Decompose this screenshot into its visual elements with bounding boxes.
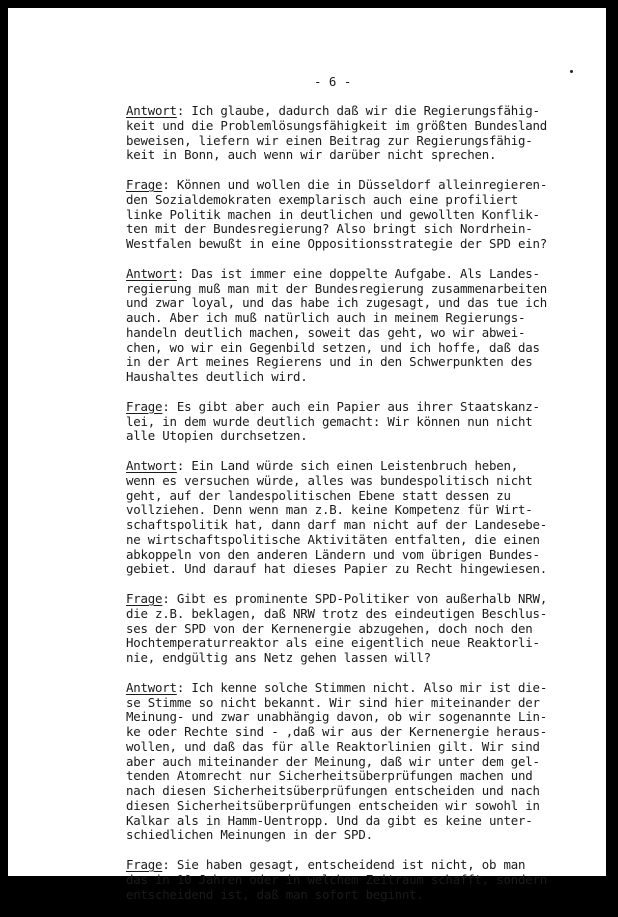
text-line: vollziehen. Denn wenn man z.B. keine Kompetenz für Wirt- bbox=[126, 502, 533, 518]
text-line: Hochtemperaturreaktor als eine eigentlich neue Reaktorli- bbox=[126, 635, 540, 651]
speaker-label: Antwort bbox=[126, 679, 177, 695]
text-line: keit in Bonn, auch wenn wir darüber nicht sprechen. bbox=[126, 147, 497, 163]
margin-mark bbox=[570, 70, 573, 73]
text-line: alle Utopien durchsetzen. bbox=[126, 428, 308, 444]
text-line: Meinung- und zwar unabhängig davon, ob wir sogenannte Lin- bbox=[126, 709, 548, 725]
text-line: beweisen, liefern wir einen Beitrag zur Regierungsfähig- bbox=[126, 132, 533, 148]
question-paragraph bbox=[126, 400, 556, 444]
text-line: diesen Sicherheitsüberprüfungen entscheiden wir sowohl in bbox=[126, 797, 540, 813]
text-segment: : Es gibt aber auch ein Papier aus ihrer Staatskanz- bbox=[162, 398, 540, 414]
text-line: geht, auf der landespolitischen Ebene statt dessen zu bbox=[126, 487, 511, 503]
text-line: linke Politik machen in deutlichen und gewollten Konflik- bbox=[126, 206, 540, 222]
text-segment: : Gibt es prominente SPD-Politiker von außerhalb NRW, bbox=[162, 591, 548, 606]
text-line: Kalkar als in Hamm-Uentropp. Und da gibt es keine unter- bbox=[126, 812, 533, 828]
text-line: regierung muß man mit der Bundesregierung zusammenarbeiten bbox=[126, 280, 548, 296]
text-line bbox=[126, 104, 556, 119]
text-line: wollen, und daß das für alle Reaktorlinien gilt. Wir sind bbox=[126, 738, 540, 754]
speaker-label: Frage bbox=[126, 857, 163, 872]
text-line bbox=[126, 178, 556, 193]
text-line: Haushaltes deutlich wird. bbox=[126, 369, 308, 384]
text-line: handeln deutlich machen, soweit das geht, wo wir abwei- bbox=[126, 324, 526, 340]
document-page bbox=[8, 8, 606, 902]
text-line: keit und die Problemlösungsfähigkeit im größten Bundesland bbox=[126, 117, 548, 133]
text-line: das in 10 Jahren oder in welchem Zeitraum schafft, sondern bbox=[126, 871, 548, 887]
text-line: in der Art meines Regierens und in den Schwerpunkten des bbox=[126, 354, 533, 370]
text-line: nach diesen Sicherheitsüberprüfungen entscheiden und nach bbox=[126, 783, 540, 798]
speaker-label: Frage bbox=[126, 398, 163, 414]
text-line: ten mit der Bundesregierung? Also bringt sich Nordrhein- bbox=[126, 221, 533, 237]
text-line: ke oder Rechte sind - ,daß wir aus der Kernenergie heraus- bbox=[126, 724, 548, 739]
text-segment: : Ich kenne solche Stimmen nicht. Also mir ist die- bbox=[176, 679, 548, 695]
text-line: schiedlichen Meinungen in der SPD. bbox=[126, 827, 373, 843]
speaker-label: Frage bbox=[126, 591, 163, 606]
text-line: ne wirtschaftspolitische Aktivitäten entfalten, die einen bbox=[126, 531, 540, 547]
text-line bbox=[126, 858, 556, 873]
answer-paragraph bbox=[126, 459, 556, 577]
answer-paragraph bbox=[126, 267, 556, 385]
text-segment: : Ein Land würde sich einen Leistenbruch heben, bbox=[176, 458, 519, 473]
text-line: Westfalen bewußt in eine Oppositionsstrategie der SPD ein? bbox=[126, 236, 548, 251]
answer-paragraph bbox=[126, 681, 556, 843]
question-paragraph bbox=[126, 178, 556, 252]
text-segment: : Ich glaube, dadurch daß wir die Regierungsfähig- bbox=[176, 103, 540, 118]
text-line bbox=[126, 400, 556, 415]
page-number: - 6 - bbox=[314, 74, 352, 89]
text-segment: : Sie haben gesagt, entscheidend ist nicht, ob man bbox=[162, 857, 526, 872]
question-paragraph bbox=[126, 858, 556, 902]
text-line: schaftspolitik hat, dann darf man nicht auf der Landesebe- bbox=[126, 517, 548, 532]
text-line bbox=[126, 459, 556, 474]
text-segment: : Das ist immer eine doppelte Aufgabe. Als Landes- bbox=[176, 265, 540, 281]
speaker-label: Antwort bbox=[126, 103, 177, 118]
text-line: gebiet. Und darauf hat dieses Papier zu Recht hingewiesen. bbox=[126, 561, 548, 577]
interview-text bbox=[126, 104, 556, 917]
text-line: nie, endgültig ans Netz gehen lassen will? bbox=[126, 650, 431, 665]
question-paragraph bbox=[126, 592, 556, 666]
text-line: auch. Aber ich muß natürlich auch in meinem Regierungs- bbox=[126, 310, 526, 325]
text-line bbox=[126, 267, 556, 282]
text-line: ses der SPD von der Kernenergie abzugehen, doch noch den bbox=[126, 620, 533, 636]
text-line: se Stimme so nicht bekannt. Wir sind hier miteinander der bbox=[126, 694, 540, 710]
text-line bbox=[126, 681, 556, 696]
text-segment: : Können und wollen die in Düsseldorf alleinregieren- bbox=[162, 177, 548, 192]
text-line: lei, in dem wurde deutlich gemacht: Wir können nun nicht bbox=[126, 413, 533, 429]
speaker-label: Antwort bbox=[126, 458, 177, 473]
text-line: die z.B. beklagen, daß NRW trotz des eindeutigen Beschlus- bbox=[126, 605, 548, 621]
text-line: chen, wo wir ein Gegenbild setzen, und ich hoffe, daß das bbox=[126, 339, 540, 355]
text-line: wenn es versuchen würde, alles was bundespolitisch nicht bbox=[126, 472, 533, 488]
speaker-label: Frage bbox=[126, 177, 163, 192]
text-line: abkoppeln von den anderen Ländern und vom übrigen Bundes- bbox=[126, 546, 540, 562]
text-line: tenden Atomrecht nur Sicherheitsüberprüfungen machen und bbox=[126, 768, 533, 784]
text-line: und zwar loyal, und das habe ich zugesagt, und das tue ich bbox=[126, 295, 548, 311]
answer-paragraph bbox=[126, 104, 556, 163]
speaker-label: Antwort bbox=[126, 265, 177, 281]
text-line bbox=[126, 592, 556, 607]
text-line: aber auch miteinander der Meinung, daß wir unter dem gel- bbox=[126, 753, 540, 769]
text-line: den Sozialdemokraten exemplarisch auch eine profiliert bbox=[126, 191, 519, 207]
text-line: entscheidend ist, daß man sofort beginnt. bbox=[126, 886, 424, 902]
